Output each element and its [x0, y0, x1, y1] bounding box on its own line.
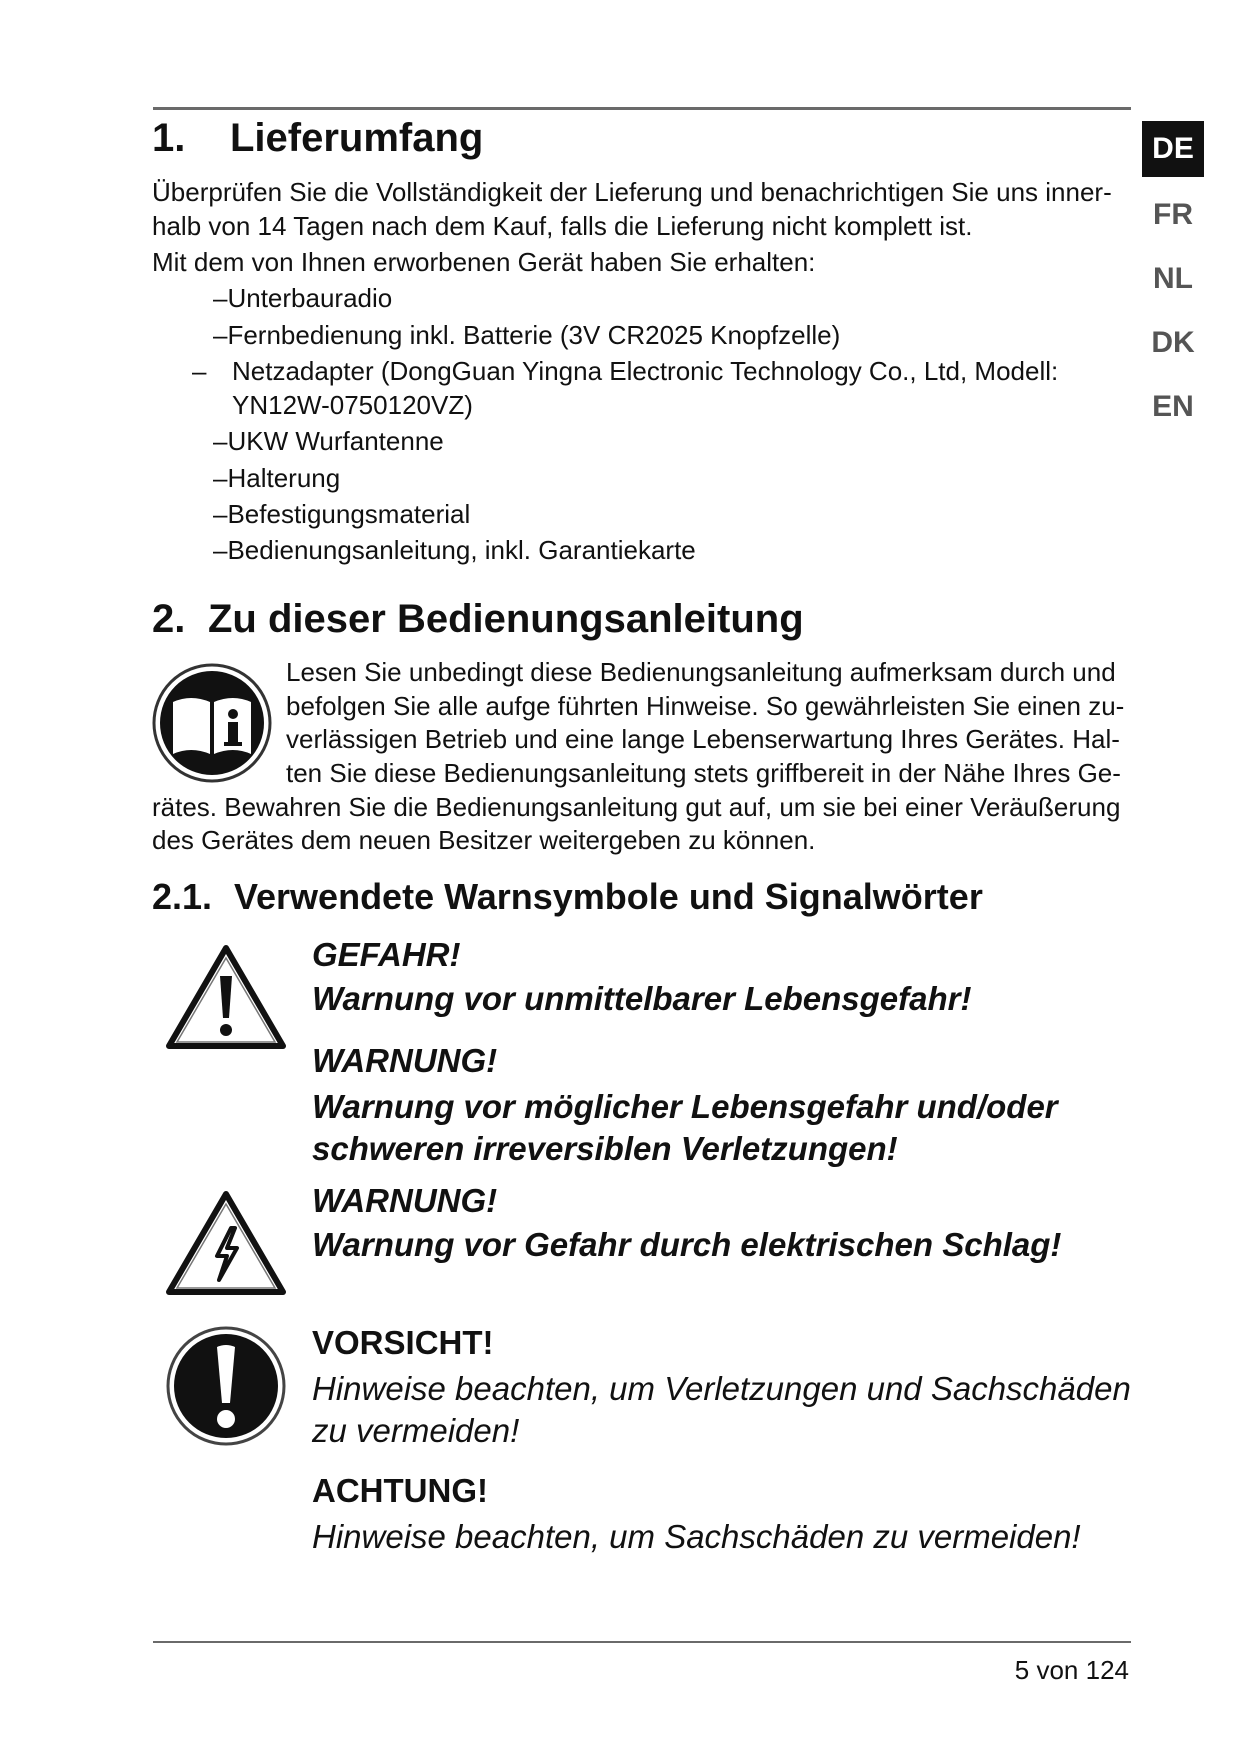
section-2-line-4: ten Sie diese Bedienungsanleitung stets griffbereit in der Nähe Ihres Ge-: [286, 758, 1121, 788]
list-item: –Bedienungsanleitung, inkl. Garantiekarte: [213, 535, 696, 565]
vorsicht-text-line-2: zu vermeiden!: [312, 1412, 520, 1449]
warnung-text-line-2: schweren irreversiblen Verletzungen!: [312, 1130, 898, 1167]
vorsicht-text-line-1: Hinweise beachten, um Verletzungen und Sachschäden: [312, 1370, 1131, 1407]
intro-line-1: Überprüfen Sie die Vollständigkeit der Lieferung und benachrichtigen Sie uns inner-: [152, 177, 1112, 207]
vorsicht-label: VORSICHT!: [312, 1324, 494, 1361]
intro-line-2: halb von 14 Tagen nach dem Kauf, falls die Lieferung nicht komplett ist.: [152, 211, 973, 241]
gefahr-label: GEFAHR!: [312, 936, 461, 973]
section-2-line-1: Lesen Sie unbedingt diese Bedienungsanleitung aufmerksam durch und: [286, 657, 1116, 687]
section-2-line-3: verlässigen Betrieb und eine lange Lebenserwartung Ihres Gerätes. Hal-: [286, 724, 1120, 754]
achtung-label: ACHTUNG!: [312, 1472, 488, 1509]
warning-triangle-icon: [165, 944, 287, 1050]
achtung-text: Hinweise beachten, um Sachschäden zu vermeiden!: [312, 1518, 1081, 1555]
lang-tab-nl[interactable]: NL: [1153, 262, 1193, 295]
list-item: –Fernbedienung inkl. Batterie (3V CR2025 Knopfzelle): [213, 320, 841, 350]
warnung-electric-label: WARNUNG!: [312, 1182, 498, 1219]
section-2-heading: [152, 597, 804, 642]
section-2-line-2: befolgen Sie alle aufge führten Hinweise. So gewährleisten Sie einen zu-: [286, 691, 1125, 721]
lang-tab-fr[interactable]: FR: [1153, 198, 1193, 231]
list-item-dash: –: [192, 356, 207, 386]
section-2-1-title: Verwendete Warnsymbole und Signalwörter: [234, 876, 983, 917]
section-2-1-number: 2.1.: [152, 876, 213, 917]
section-1-heading: [152, 116, 483, 161]
caution-exclamation-icon: [165, 1325, 287, 1447]
bottom-divider: [153, 1641, 1131, 1643]
list-item: –UKW Wurfantenne: [213, 426, 444, 456]
manual-info-icon: [151, 662, 273, 784]
lang-tab-dk[interactable]: DK: [1151, 326, 1195, 359]
warnung-electric-text: Warnung vor Gefahr durch elektrischen Schlag!: [312, 1226, 1062, 1263]
list-item: –Befestigungsmaterial: [213, 499, 471, 529]
intro-line-3: Mit dem von Ihnen erworbenen Gerät haben Sie erhalten:: [152, 247, 816, 277]
top-divider: [153, 107, 1131, 110]
section-2-title: Zu dieser Bedienungsanleitung: [208, 597, 804, 641]
page-number: 5 von 124: [1014, 1655, 1129, 1685]
list-item: –Halterung: [213, 463, 341, 493]
section-2-line-6: des Gerätes dem neuen Besitzer weitergeben zu können.: [152, 825, 816, 855]
section-2-1-heading: [152, 876, 983, 918]
gefahr-text: Warnung vor unmittelbarer Lebensgefahr!: [312, 980, 972, 1017]
section-2-number: 2.: [152, 597, 186, 641]
section-2-line-5: rätes. Bewahren Sie die Bedienungsanleitung gut auf, um sie bei einer Veräußerung: [152, 792, 1121, 822]
warnung-label: WARNUNG!: [312, 1042, 498, 1079]
warnung-text-line-1: Warnung vor möglicher Lebensgefahr und/oder: [312, 1088, 1058, 1125]
lang-tab-en[interactable]: EN: [1152, 390, 1194, 423]
list-item: –Unterbauradio: [213, 283, 393, 313]
section-1-title: Lieferumfang: [230, 116, 484, 160]
section-1-number: 1.: [152, 116, 186, 160]
lang-tab-de[interactable]: DE: [1142, 121, 1204, 177]
list-item-continuation: YN12W-0750120VZ): [232, 390, 473, 420]
list-item: Netzadapter (DongGuan Yingna Electronic Technology Co., Ltd, Modell:: [232, 356, 1059, 386]
electric-shock-icon: [165, 1190, 287, 1296]
